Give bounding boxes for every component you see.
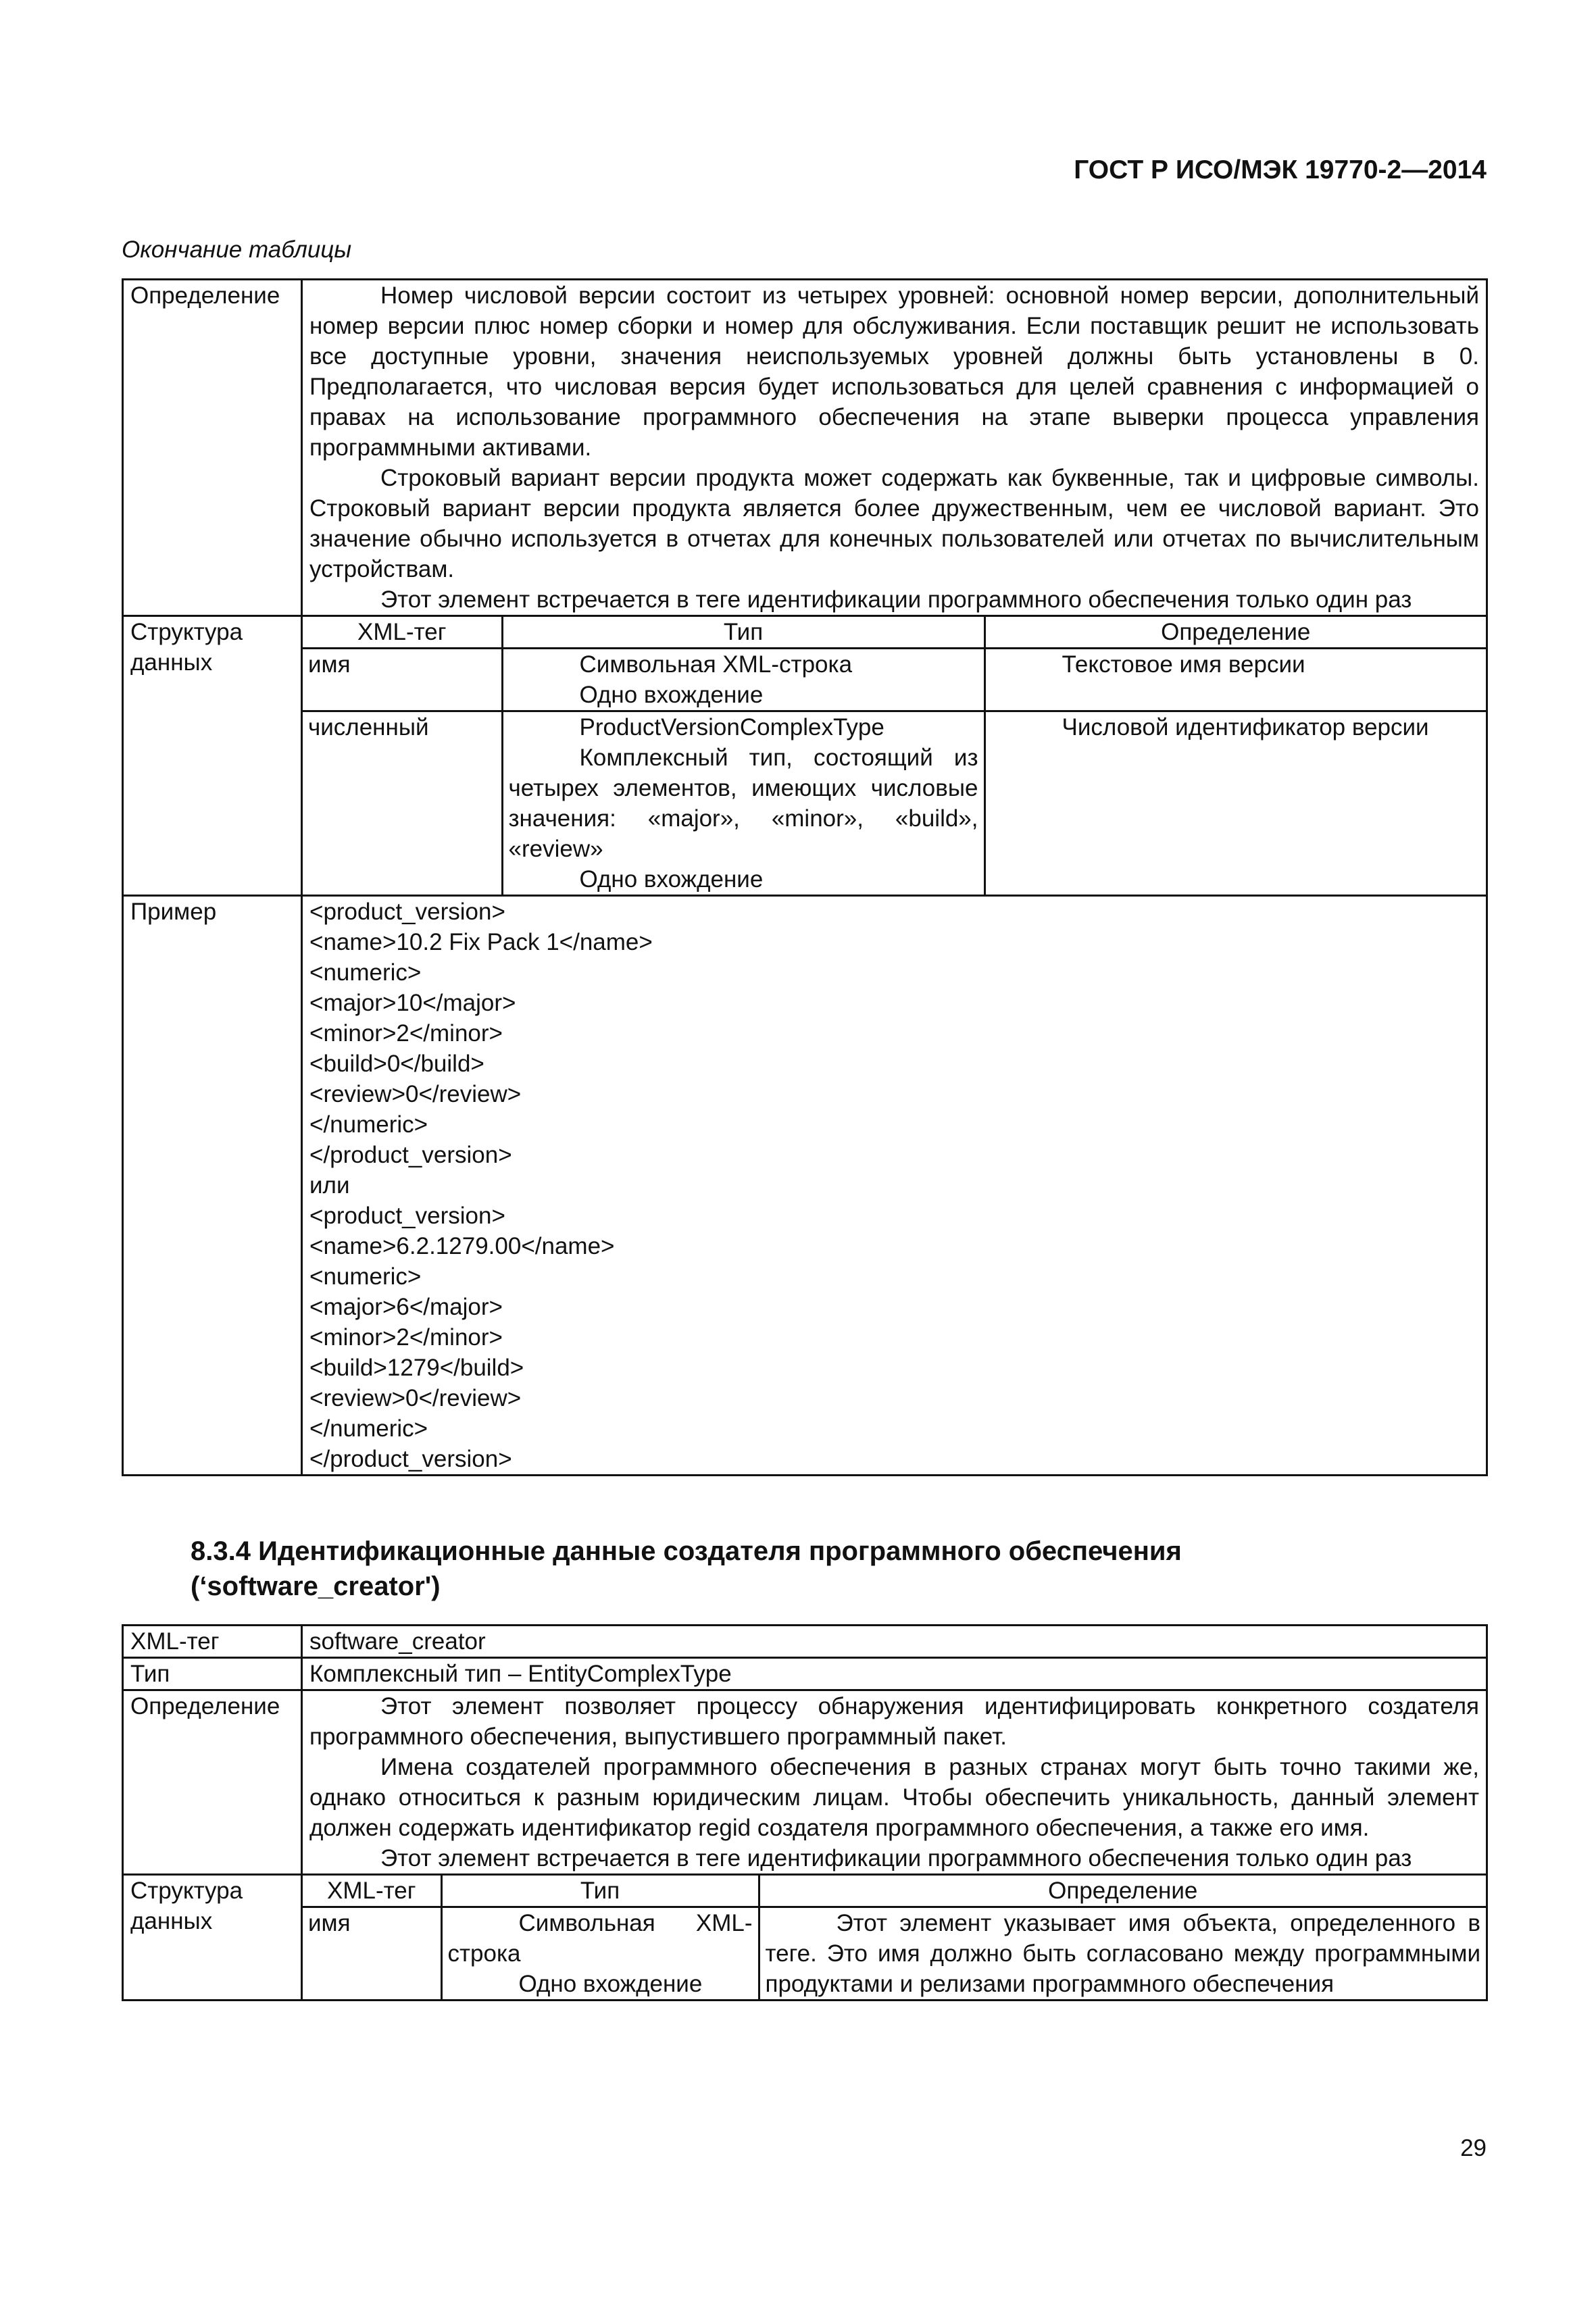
tag-cell: имя (303, 649, 502, 711)
definition-label: Определение (123, 280, 302, 616)
column-header-definition: Определение (759, 1876, 1486, 1907)
definition-cell: Текстовое имя версии (984, 649, 1486, 711)
data-structure-table (303, 1876, 1486, 1999)
document-header: ГОСТ Р ИСО/МЭК 19770-2—2014 (1074, 155, 1487, 184)
type-label: Тип (123, 1658, 302, 1690)
column-header-xml-tag: XML-тег (303, 617, 502, 649)
section-heading-line: 8.3.4 Идентификационные данные создателя программного обеспечения (191, 1536, 1182, 1566)
definition-paragraph: Номер числовой версии состоит из четырех уровней: основной номер версии, дополнительный номер версии плюс номер сборки и номер для обслуживания. Если поставщик решит не использовать все доступные уровни, значения неиспользуемых уровней должны быть установлены в 0. Предполагается, что числовая версия будет использоваться для целей сравнения с информацией о правах на использование программного обеспечения на этапе выверки процесса управления программными активами. (309, 282, 1479, 461)
code-line: <name>10.2 Fix Pack 1</name> (309, 929, 653, 955)
example-label: Пример (123, 896, 302, 1476)
definition-paragraph: Этот элемент встречается в теге идентификации программного обеспечения только один раз (380, 586, 1412, 613)
definition-paragraph: Этот элемент встречается в теге идентификации программного обеспечения только один раз (380, 1845, 1412, 1871)
table-continuation-caption: Окончание таблицы (122, 236, 352, 263)
structure-header-row (303, 1876, 1486, 1907)
type-cell: Символьная XML-строка Одно вхождение (441, 1907, 759, 2000)
software-creator-table (122, 1624, 1488, 2001)
code-line: <build>1279</build> (309, 1355, 524, 1381)
example-row (123, 896, 1487, 1476)
type-row (123, 1658, 1487, 1690)
code-line: <product_version> (309, 1203, 505, 1229)
tag-cell: имя (303, 1907, 441, 2000)
structure-header-row (303, 617, 1486, 649)
code-line: <build>0</build> (309, 1051, 484, 1077)
definition-row (123, 280, 1487, 616)
definition-paragraph: Этот элемент позволяет процессу обнаружения идентифицировать конкретного создателя программного обеспечения, выпустившего программный пакет. (309, 1693, 1479, 1750)
definition-paragraph: Имена создателей программного обеспечения в разных странах могут быть точно такими же, однако относиться к разным юридическим лицам. Чтобы обеспечить уникальность, данный элемент должен содержать идентификатор regid создателя программного обеспечения, а также его имя. (309, 1754, 1479, 1841)
definition-label: Определение (123, 1690, 302, 1875)
data-structure-label: Структура данных (123, 616, 302, 896)
column-header-definition: Определение (984, 617, 1486, 649)
code-line: <product_version> (309, 899, 505, 925)
structure-row (303, 711, 1486, 895)
section-heading (191, 1534, 1474, 1604)
structure-row (303, 1907, 1486, 2000)
code-line: </product_version> (309, 1142, 512, 1168)
code-line: <major>6</major> (309, 1294, 503, 1320)
definition-text (302, 280, 1487, 616)
column-header-xml-tag: XML-тег (303, 1876, 441, 1907)
code-line: <review>0</review> (309, 1081, 522, 1107)
type-value: Комплексный тип – EntityComplexType (302, 1658, 1487, 1690)
example-code (302, 896, 1487, 1476)
product-version-table (122, 278, 1488, 1476)
code-line: <minor>2</minor> (309, 1020, 503, 1047)
data-structure-label: Структура данных (123, 1875, 302, 2001)
page-number: 29 (1460, 2135, 1487, 2161)
code-line: <review>0</review> (309, 1385, 522, 1411)
column-header-type: Тип (502, 617, 984, 649)
xml-tag-label: XML-тег (123, 1626, 302, 1658)
code-line: <numeric> (309, 1263, 422, 1290)
structure-row (303, 649, 1486, 711)
definition-row (123, 1690, 1487, 1875)
code-line: </product_version> (309, 1446, 512, 1472)
xml-tag-value: software_creator (302, 1626, 1487, 1658)
code-line: <name>6.2.1279.00</name> (309, 1233, 615, 1259)
code-line: </numeric> (309, 1415, 428, 1442)
xml-tag-row (123, 1626, 1487, 1658)
column-header-type: Тип (441, 1876, 759, 1907)
data-structure-table (303, 617, 1486, 895)
data-structure-row (123, 616, 1487, 896)
code-line: </numeric> (309, 1111, 428, 1138)
type-cell: ProductVersionComplexType Комплексный тип, состоящий из четырех элементов, имеющих числовые значения: «major», «minor», «build», «review» Одно вхождение (502, 711, 984, 895)
definition-cell: Числовой идентификатор версии (984, 711, 1486, 895)
code-line: <minor>2</minor> (309, 1324, 503, 1351)
definition-text (302, 1690, 1487, 1875)
code-line: или (309, 1172, 350, 1199)
section-heading-line: (‘software_creator') (191, 1571, 441, 1601)
data-structure-row (123, 1875, 1487, 2001)
definition-paragraph: Строковый вариант версии продукта может содержать как буквенные, так и цифровые символы. Строковый вариант версии продукта является более дружественным, чем ее числовой вариант. Это значение обычно используется в отчетах для конечных пользователей или отчетах по вычислительным устройствам. (309, 465, 1479, 582)
tag-cell: численный (303, 711, 502, 895)
code-line: <major>10</major> (309, 990, 516, 1016)
type-cell: Символьная XML-строка Одно вхождение (502, 649, 984, 711)
code-line: <numeric> (309, 959, 422, 986)
definition-cell: Этот элемент указывает имя объекта, определенного в теге. Это имя должно быть согласовано между программными продуктами и релизами программного обеспечения (759, 1907, 1486, 2000)
